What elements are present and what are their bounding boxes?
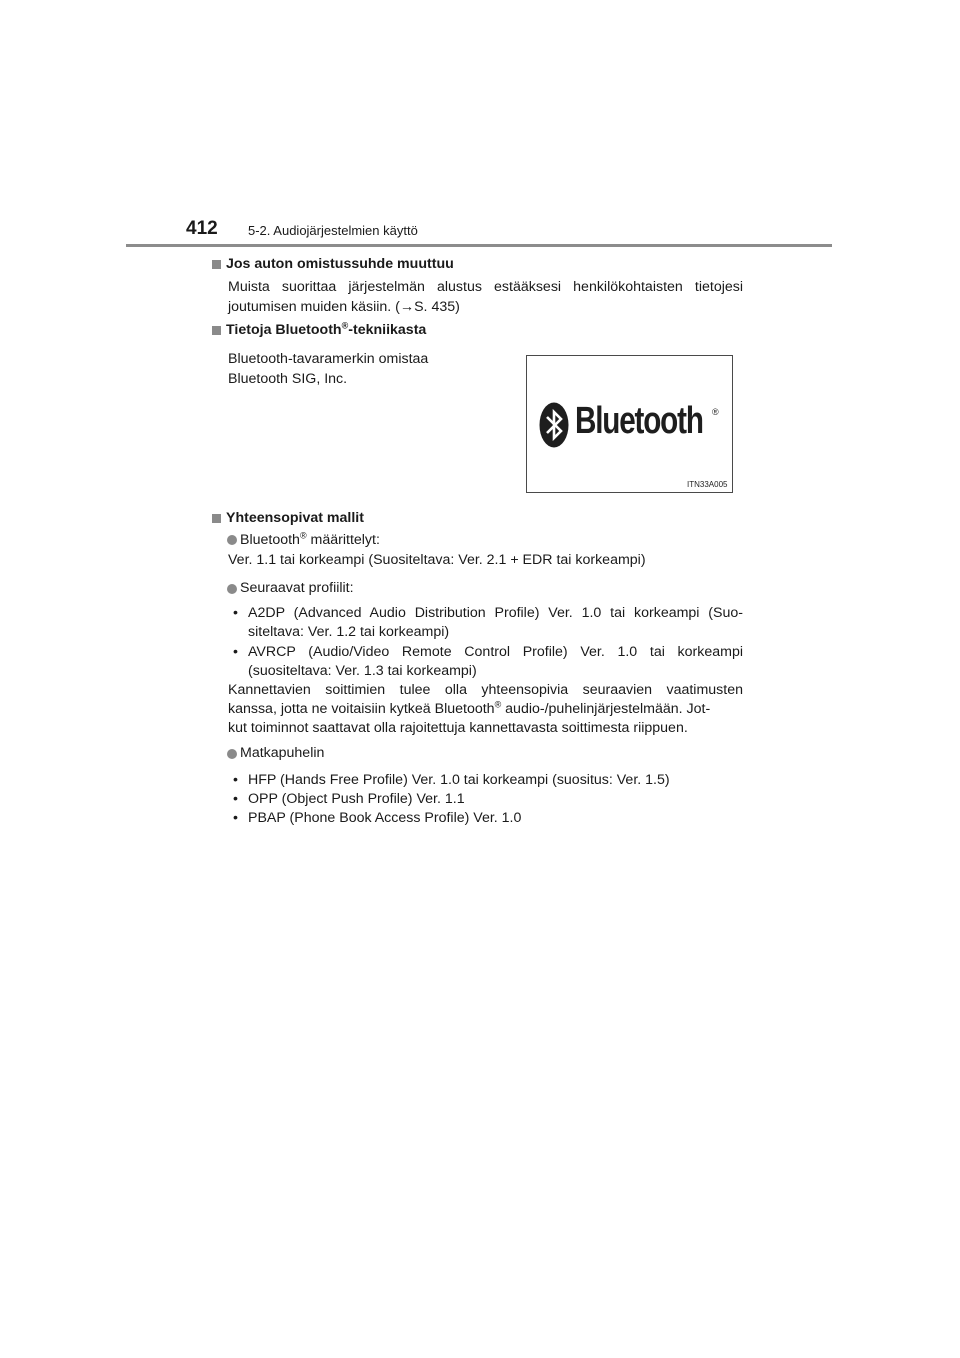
square-bullet-icon	[212, 514, 221, 523]
bluetooth-rune-icon	[539, 402, 569, 448]
a2dp-line-2: siteltava: Ver. 1.2 tai korkeampi)	[248, 624, 450, 640]
ownership-line-2: joutumisen muiden käsiin. (→S. 435)	[228, 299, 460, 315]
bluetooth-spec-version: Ver. 1.1 tai korkeampi (Suositeltava: Ver. 2.1 + EDR tai korkeampi)	[228, 552, 646, 568]
registered-mark: ®	[712, 407, 719, 417]
list-bullet: •	[233, 605, 238, 621]
round-bullet-icon	[227, 535, 237, 545]
opp-line: OPP (Object Push Profile) Ver. 1.1	[248, 791, 465, 807]
profiles-label: Seuraavat profiilit:	[240, 580, 354, 596]
square-bullet-icon	[212, 326, 221, 335]
ownership-line-1: Muista suorittaa järjestelmän alustus estääksesi henkilökohtaisten tietojesi	[228, 279, 743, 295]
avrcp-line-1: AVRCP (Audio/Video Remote Control Profile) Ver. 1.0 tai korkeampi	[248, 644, 743, 660]
list-bullet: •	[233, 791, 238, 807]
section-heading-compatible: Yhteensopivat mallit	[226, 510, 364, 526]
trademark-line-1: Bluetooth-tavaramerkin omistaa	[228, 351, 429, 367]
bluetooth-logo-figure	[526, 355, 733, 493]
list-bullet: •	[233, 810, 238, 826]
portable-line-1: Kannettavien soittimien tulee olla yhteensopivia seuraavien vaatimusten	[228, 682, 743, 698]
list-bullet: •	[233, 772, 238, 788]
round-bullet-icon	[227, 584, 237, 594]
pbap-line: PBAP (Phone Book Access Profile) Ver. 1.0	[248, 810, 522, 826]
avrcp-line-2: (suositeltava: Ver. 1.3 tai korkeampi)	[248, 663, 477, 679]
bluetooth-spec-label: Bluetooth® määrittelyt:	[240, 530, 380, 548]
portable-line-3: kut toiminnot saattavat olla rajoitettuja kannettavasta soittimesta riippuen.	[228, 720, 688, 736]
hfp-line: HFP (Hands Free Profile) Ver. 1.0 tai korkeampi (suositus: Ver. 1.5)	[248, 772, 670, 788]
header-divider	[126, 244, 832, 247]
page-number: 412	[186, 218, 218, 239]
square-bullet-icon	[212, 260, 221, 269]
trademark-line-2: Bluetooth SIG, Inc.	[228, 371, 348, 387]
section-heading-bluetooth: Tietoja Bluetooth®-tekniikasta	[226, 320, 427, 338]
section-title: 5-2. Audiojärjestelmien käyttö	[248, 223, 418, 238]
a2dp-line-1: A2DP (Advanced Audio Distribution Profile) Ver. 1.0 tai korkeampi (Suo-	[248, 605, 743, 621]
figure-code: ITN33A005	[687, 480, 728, 489]
bluetooth-wordmark: Bluetooth	[575, 400, 703, 442]
section-heading-ownership: Jos auton omistussuhde muuttuu	[226, 256, 454, 272]
round-bullet-icon	[227, 749, 237, 759]
phone-label: Matkapuhelin	[240, 745, 325, 761]
portable-line-2: kanssa, jotta ne voitaisiin kytkeä Bluetooth® audio-/puhelinjärjestelmään. Jot-	[228, 699, 711, 717]
list-bullet: •	[233, 644, 238, 660]
